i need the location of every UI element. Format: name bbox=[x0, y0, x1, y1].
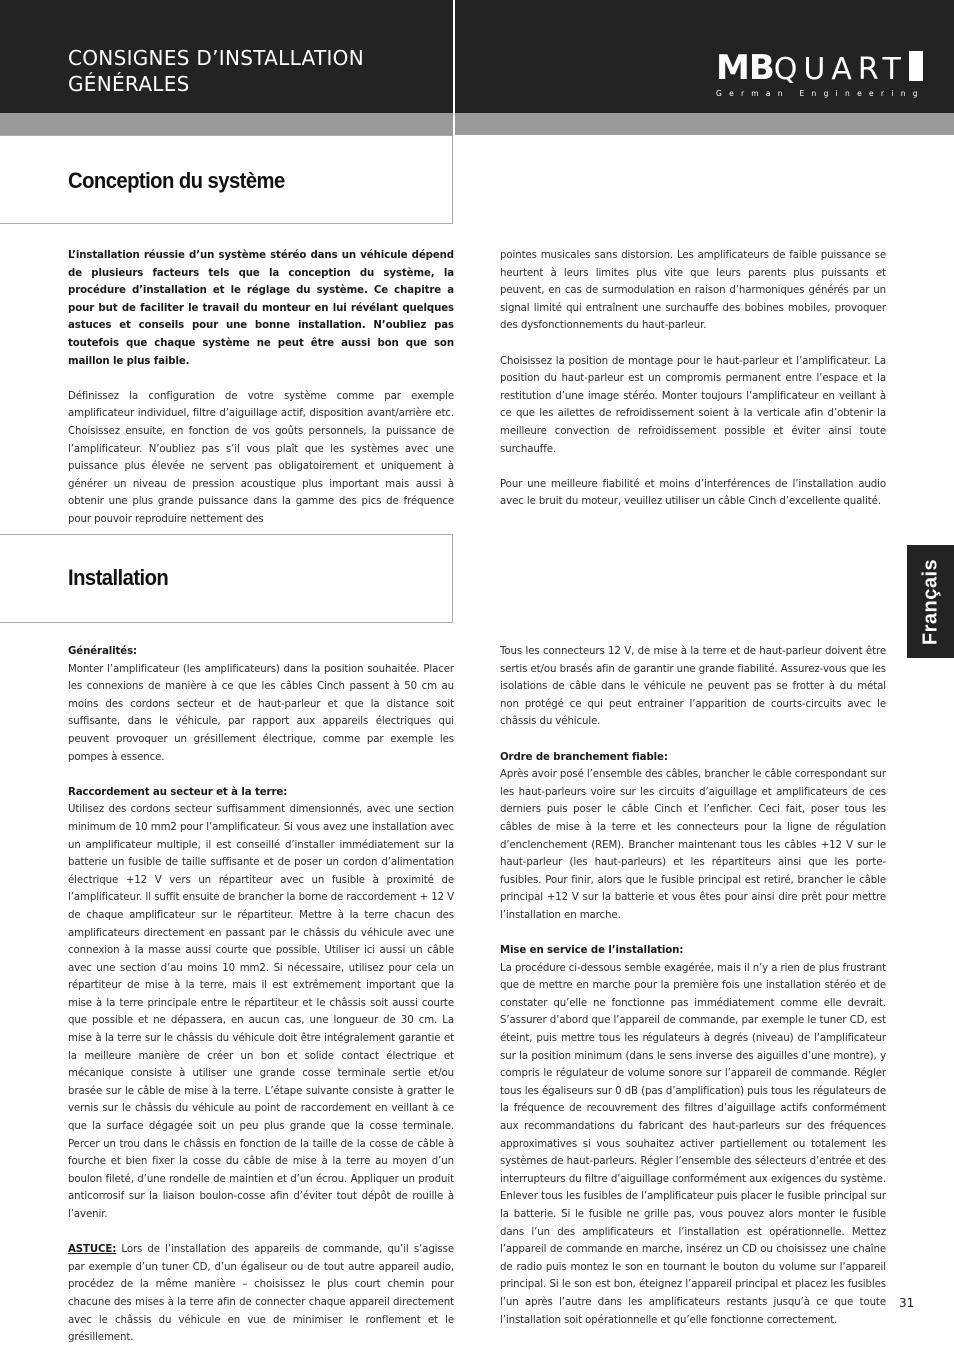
section1-paragraph: Pour une meilleure fiabilité et moins d’interférences de l’installation audio avec le bruit du moteur, veuillez utiliser un câble Cinch d’excellente qualité. bbox=[500, 478, 886, 508]
page-number: 31 bbox=[899, 1296, 915, 1310]
tip-label: ASTUCE: bbox=[68, 1244, 117, 1256]
section1-left-column bbox=[68, 247, 454, 529]
logo-block-icon bbox=[909, 51, 923, 81]
section2-paragraph: Après avoir posé l’ensemble des câbles, brancher le câble correspondant sur les haut-parleurs voire sur les circuits d’aiguillage et amplificateurs de ces derniers puis poser le câble Cinch et l’enficher. Ceci fait, poser tous les câbles de mise à la terre et les connecteurs pour la ligne de régulation d’enclenchement (REM). Brancher maintenant tous les câbles +12 V sur le haut-parleur (les haut-parleurs) et les répartiteurs ainsi que les porte-fusibles. Pour finir, alors que le fusible principal est retiré, brancher le câble principal +12 V sur la batterie et vous êtes pour ainsi dire prêt pour mettre l’installation en marche. bbox=[500, 769, 886, 921]
section2-right-column bbox=[500, 643, 886, 1329]
section1-right-column bbox=[500, 247, 886, 511]
header-bar-left bbox=[0, 0, 453, 113]
subheading-ordre-branchement: Ordre de branchement fiable: bbox=[500, 751, 668, 763]
brand-logo bbox=[716, 48, 925, 98]
page-title-line2: GÉNÉRALES bbox=[68, 72, 190, 96]
section1-paragraph: Définissez la configuration de votre système comme par exemple amplificateur individuel, filtre d’aiguillage actif, disposition avant/arrière etc. Choisissez ensuite, en fonction de vos goûts personnels, la puissance de l’amplificateur. N’oubliez pas s’il vous plaît que les systèmes avec une puissance plus élevée ne servent pas obligatoirement et uniquement à générer un niveau de pression acoustique plus important mais aussi à obtenir une plus grande puissance dans la gamme des pics de fréquence pour pouvoir reproduire nettement des bbox=[68, 390, 454, 525]
section-title-installation: Installation bbox=[68, 565, 169, 590]
header-stripe-left bbox=[0, 113, 453, 135]
section1-intro-paragraph: L’installation réussie d’un système stéréo dans un véhicule dépend de plusieurs facteurs tels que la conception du système, la procédure d’installation et le réglage du système. Ce chapitre a pour but de faciliter le travail du monteur en lui révélant quelques astuces et conseils pour une bonne installation. N’oubliez pas toutefois que chaque système ne peut être aussi bon que son maillon le plus faible. bbox=[68, 250, 454, 367]
subheading-raccordement: Raccordement au secteur et à la terre: bbox=[68, 786, 288, 798]
logo-wordmark bbox=[716, 50, 923, 88]
header-stripe-right bbox=[455, 113, 954, 135]
section2-paragraph: Tous les connecteurs 12 V, de mise à la terre et de haut-parleur doivent être sertis et/ou brasés afin de garantir une grande fiabilité. Assurez-vous que les isolations de câble dans le véhicule ne peuvent pas se frotter à du métal non protégé ce qui peut entrainer l’apparition de courts-circuits avec le châssis du véhicule. bbox=[500, 646, 886, 728]
logo-quart: QUART bbox=[773, 52, 907, 87]
section2-paragraph: Utilisez des cordons secteur suffisamment dimensionnés, avec une section minimum de 10 mm2 pour l’amplificateur. Si vous avez une installation avec un amplificateur multiple, il est conseillé d’installer immédiatement sur la batterie un fusible de taille suffisante et de poser un cordon d’alimentation électrique +12 V vers un répartiteur avec un fusible à proximité de l’amplificateur. Il suffit ensuite de brancher la borne de raccordement + 12 V de chaque amplificateur sur le répartiteur. Mettre à la terre chacun des amplificateurs directement en passant par le châssis du véhicule avec une connexion à la masse aussi courte que possible. Utiliser ici aussi un câble avec une section d’au moins 10 mm2. Si nécessaire, utilisez pour cela un répartiteur de mise à la terre, mais il est extrêmement important que la mise à la terre principale entre le répartiteur et le châssis soit aussi courte que possible et ne dépassera, en aucun cas, une longueur de 30 cm. La mise à la terre sur le châssis du véhicule doit être intégralement garantie et la meilleure manière de créer un bon et solide contact électrique et mécanique consiste à utiliser une grande cosse terminale sertie et/ou brasée sur le câble de mise à la terre. L’étape suivante consiste à gratter le vernis sur le châssis du véhicule au point de raccordement en veillant à ce que la surface dégagée soit un peu plus grande que la cosse terminale. Percer un trou dans le châssis en fonction de la taille de la cosse de câble à fourche et bien fixer la cosse du câble de mise à la terre au moyen d’un boulon fileté, d’une rondelle de maintien et d’un écrou. Appliquer un produit anticorrosif sur la liaison boulon-cosse afin d’éviter tout dépôt de rouille à l’avenir. bbox=[68, 804, 454, 1220]
tip-text: Lors de l’installation des appareils de commande, qu’il s’agisse par exemple d’un tuner CD, d’un égaliseur ou de tout autre appareil audio, procédez de la même manière – choisissez le plus court chemin pour chacune des mises à la terre afin de connecter chaque appareil directement avec le châssis du véhicule en vue de minimiser le ronflement et le grésillement. bbox=[68, 1244, 454, 1344]
section2-paragraph: Monter l’amplificateur (les amplificateurs) dans la position souhaitée. Placer les connexions de manière à ce que les câbles Cinch passent à 50 cm au moins des cordons secteur et de haut-parleur et que la distance soit suffisante, dans le véhicule, par rapport aux appareils électriques qui peuvent provoquer un grésillement électrique, comme par exemple les pompes à essence. bbox=[68, 663, 454, 763]
language-tab-label: Français bbox=[919, 558, 941, 645]
subheading-mise-en-service: Mise en service de l’installation: bbox=[500, 945, 684, 957]
section-title-conception: Conception du système bbox=[68, 168, 285, 193]
section1-paragraph: pointes musicales sans distorsion. Les amplificateurs de faible puissance se heurtent à leurs limites plus vite que leurs parents plus puissants et peuvent, en cas de surmodulation en raison d’harmoniques générés par un signal limité qui entraînent une surchauffe des bobines mobiles, provoquer des dysfonctionnements du haut-parleur. bbox=[500, 250, 886, 332]
subheading-generalites: Généralités: bbox=[68, 646, 138, 657]
language-tab bbox=[907, 545, 954, 658]
logo-mb: MB bbox=[716, 48, 774, 88]
page-title-line1: CONSIGNES D’INSTALLATION bbox=[68, 46, 364, 70]
header-bar-right bbox=[455, 0, 954, 113]
section1-paragraph: Choisissez la position de montage pour le haut-parleur et l’amplificateur. La position du haut-parleur est un compromis permanent entre l’espace et la restitution d’une image stéréo. Monter toujours l’amplificateur en veillant à ce que les ailettes de refroidissement soient à la verticale afin d’obtenir la meilleure convection de refroidissement possible et éviter ainsi toute surchauffe. bbox=[500, 355, 886, 455]
tip-paragraph bbox=[68, 1241, 454, 1347]
logo-tagline: German Engineering bbox=[716, 89, 925, 98]
page-title bbox=[68, 45, 364, 97]
section2-left-column bbox=[68, 643, 454, 1347]
section2-paragraph: La procédure ci-dessous semble exagérée, mais il n’y a rien de plus frustrant que de mettre en marche pour la première fois une installation stéréo et de constater qu’elle ne fonctionne pas immédiatement comme elle devrait. S’assurer d’abord que l’appareil de commande, par exemple le tuner CD, est éteint, puis mettre tous les régulateurs à degrés (niveau) de l’amplificateur sur la position minimum (dans le sens inverse des aiguilles d’une montre), y compris le régulateur de volume sonore sur l’appareil de commande. Régler tous les égaliseurs sur 0 dB (pas d’amplification) puis tous les régulateurs de la fréquence de recouvrement des filtres d’aiguillage actifs conformément aux recommandations du fabricant des haut-parleurs sur des fréquences approximatives si vous souhaitez activer partiellement ou totalement les systèmes de haut-parleurs. Régler l’ensemble des sélecteurs d’entrée et des interrupteurs du filtre d’aiguillage conformément aux exigences du système. Enlever tous les fusibles de l’amplificateur puis placer le fusible principal sur la batterie. Si le fusible ne grille pas, vous pouvez alors monter le fusible dans l’un des amplificateurs et l’installation est opérationnelle. Mettez l’appareil de commande en marche, insérez un CD ou choisissez une chaîne de radio puis montez le son en tournant le bouton du volume sur l’appareil principal. Si le son est bon, éteignez l’appareil principal et placez les fusibles l’un après l’autre dans les amplificateurs restants jusqu’à ce que toute l’installation soit opérationnelle et qu’elle fonctionne correctement. bbox=[500, 962, 887, 1326]
